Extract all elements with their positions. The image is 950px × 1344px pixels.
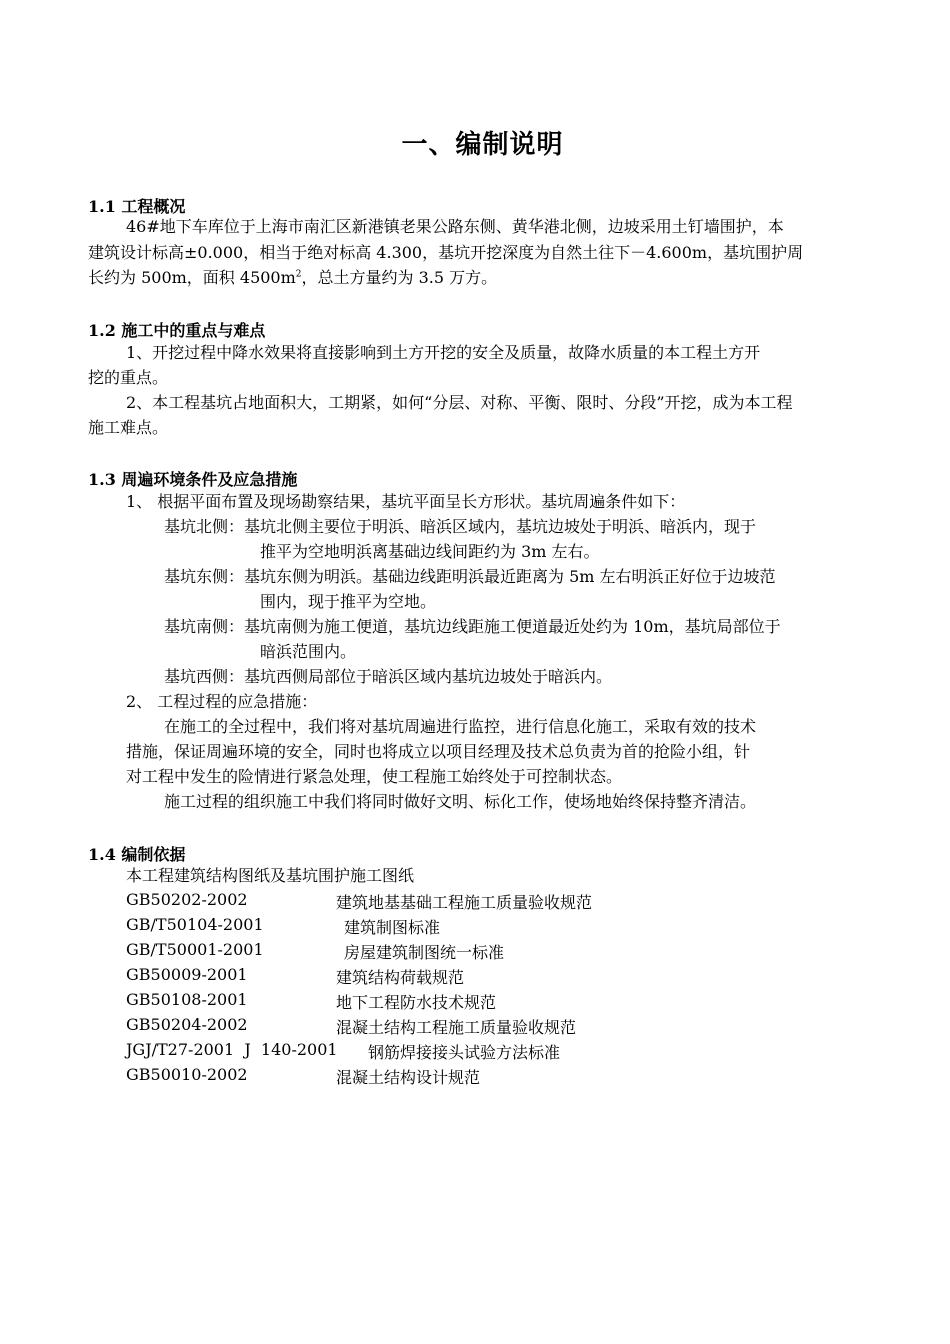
standard-name: 地下工程防水技术规范: [336, 993, 497, 1012]
page-title: 一、编制说明: [401, 130, 564, 160]
s3-para-1: 在施工的全过程中，我们将对基坑周遍进行监控，进行信息化施工，采取有效的技术: [164, 717, 757, 736]
standard-name: 建筑制图标准: [344, 918, 441, 937]
s2-line-2: 挖的重点。: [88, 368, 169, 387]
s1-line-3: [88, 267, 497, 289]
s3-east-2: 围内，现于推平为空地。: [260, 592, 437, 611]
s1-line-1: 46#地下车库位于上海市南汇区新港镇老果公路东侧、黄华港北侧，边坡采用土钉墙围护，本: [126, 217, 784, 236]
standard-name: 混凝土结构工程施工质量验收规范: [336, 1018, 577, 1037]
area-superscript: 2: [295, 269, 302, 280]
s3-item-1: 1、 根据平面布置及现场勘察结果，基坑平面呈长方形状。基坑周遍条件如下：: [126, 492, 686, 511]
s2-line-4: 施工难点。: [88, 418, 169, 437]
standard-name: 钢筋焊接接头试验方法标准: [368, 1043, 561, 1062]
s1-line-3-tail: ，总土方量约为 3.5 万方。: [301, 268, 498, 287]
section-1-2-heading: 1.2 施工中的重点与难点: [88, 321, 266, 340]
s3-east-1: 基坑东侧：基坑东侧为明浜。基础边线距明浜最近距离为 5m 左右明浜正好位于边坡范: [164, 567, 776, 586]
s3-para-2: 措施，保证周遍环境的安全，同时也将成立以项目经理及技术总负责为首的抢险小组，针: [126, 742, 751, 761]
s3-north-1: 基坑北侧：基坑北侧主要位于明浜、暗浜区域内，基坑边坡处于明浜、暗浜内，现于: [164, 517, 757, 536]
s3-north-2: 推平为空地明浜离基础边线间距约为 3m 左右。: [260, 542, 600, 561]
standard-code: GB50009-2001: [126, 965, 248, 984]
standard-name: 混凝土结构设计规范: [336, 1068, 481, 1087]
standard-name: 房屋建筑制图统一标准: [344, 943, 505, 962]
s3-west-1: 基坑西侧：基坑西侧局部位于暗浜区域内基坑边坡处于暗浜内。: [164, 667, 613, 686]
s3-para-4: 施工过程的组织施工中我们将同时做好文明、标化工作，使场地始终保持整齐清洁。: [164, 792, 757, 811]
standard-code: JGJ/T27-2001 J 140-2001: [126, 1040, 338, 1059]
section-1-4-heading: 1.4 编制依据: [88, 845, 186, 864]
s1-line-3-text: 长约为 500m，面积 4500m: [88, 268, 296, 287]
s3-item-2: 2、 工程过程的应急措施：: [126, 692, 318, 711]
s2-line-1: 1、开挖过程中降水效果将直接影响到土方开挖的安全及质量，故降水质量的本工程土方开: [126, 343, 761, 362]
standard-name: 建筑结构荷载规范: [336, 968, 465, 987]
s3-south-1: 基坑南侧：基坑南侧为施工便道，基坑边线距施工便道最近处约为 10m，基坑局部位于: [164, 617, 781, 636]
standard-code: GB/T50104-2001: [126, 915, 264, 934]
s3-para-3: 对工程中发生的险情进行紧急处理，使工程施工始终处于可控制状态。: [126, 767, 623, 786]
standard-code: GB/T50001-2001: [126, 940, 264, 959]
s3-south-2: 暗浜范围内。: [260, 642, 357, 661]
s1-line-2: 建筑设计标高±0.000，相当于绝对标高 4.300，基坑开挖深度为自然土往下－4.600m，基坑围护周: [88, 243, 804, 262]
standard-code: GB50010-2002: [126, 1065, 248, 1084]
section-1-1-heading: 1.1 工程概况: [88, 197, 186, 216]
standard-name: 建筑地基基础工程施工质量验收规范: [336, 893, 593, 912]
section-1-3-heading: 1.3 周遍环境条件及应急措施: [88, 470, 298, 489]
s2-line-3: 2、本工程基坑占地面积大，工期紧，如何“分层、对称、平衡、限时、分段”开挖，成为本工程: [126, 393, 793, 412]
standard-code: GB50108-2001: [126, 990, 248, 1009]
standard-code: GB50202-2002: [126, 890, 248, 909]
s4-intro: 本工程建筑结构图纸及基坑围护施工图纸: [126, 866, 415, 885]
standard-code: GB50204-2002: [126, 1015, 248, 1034]
